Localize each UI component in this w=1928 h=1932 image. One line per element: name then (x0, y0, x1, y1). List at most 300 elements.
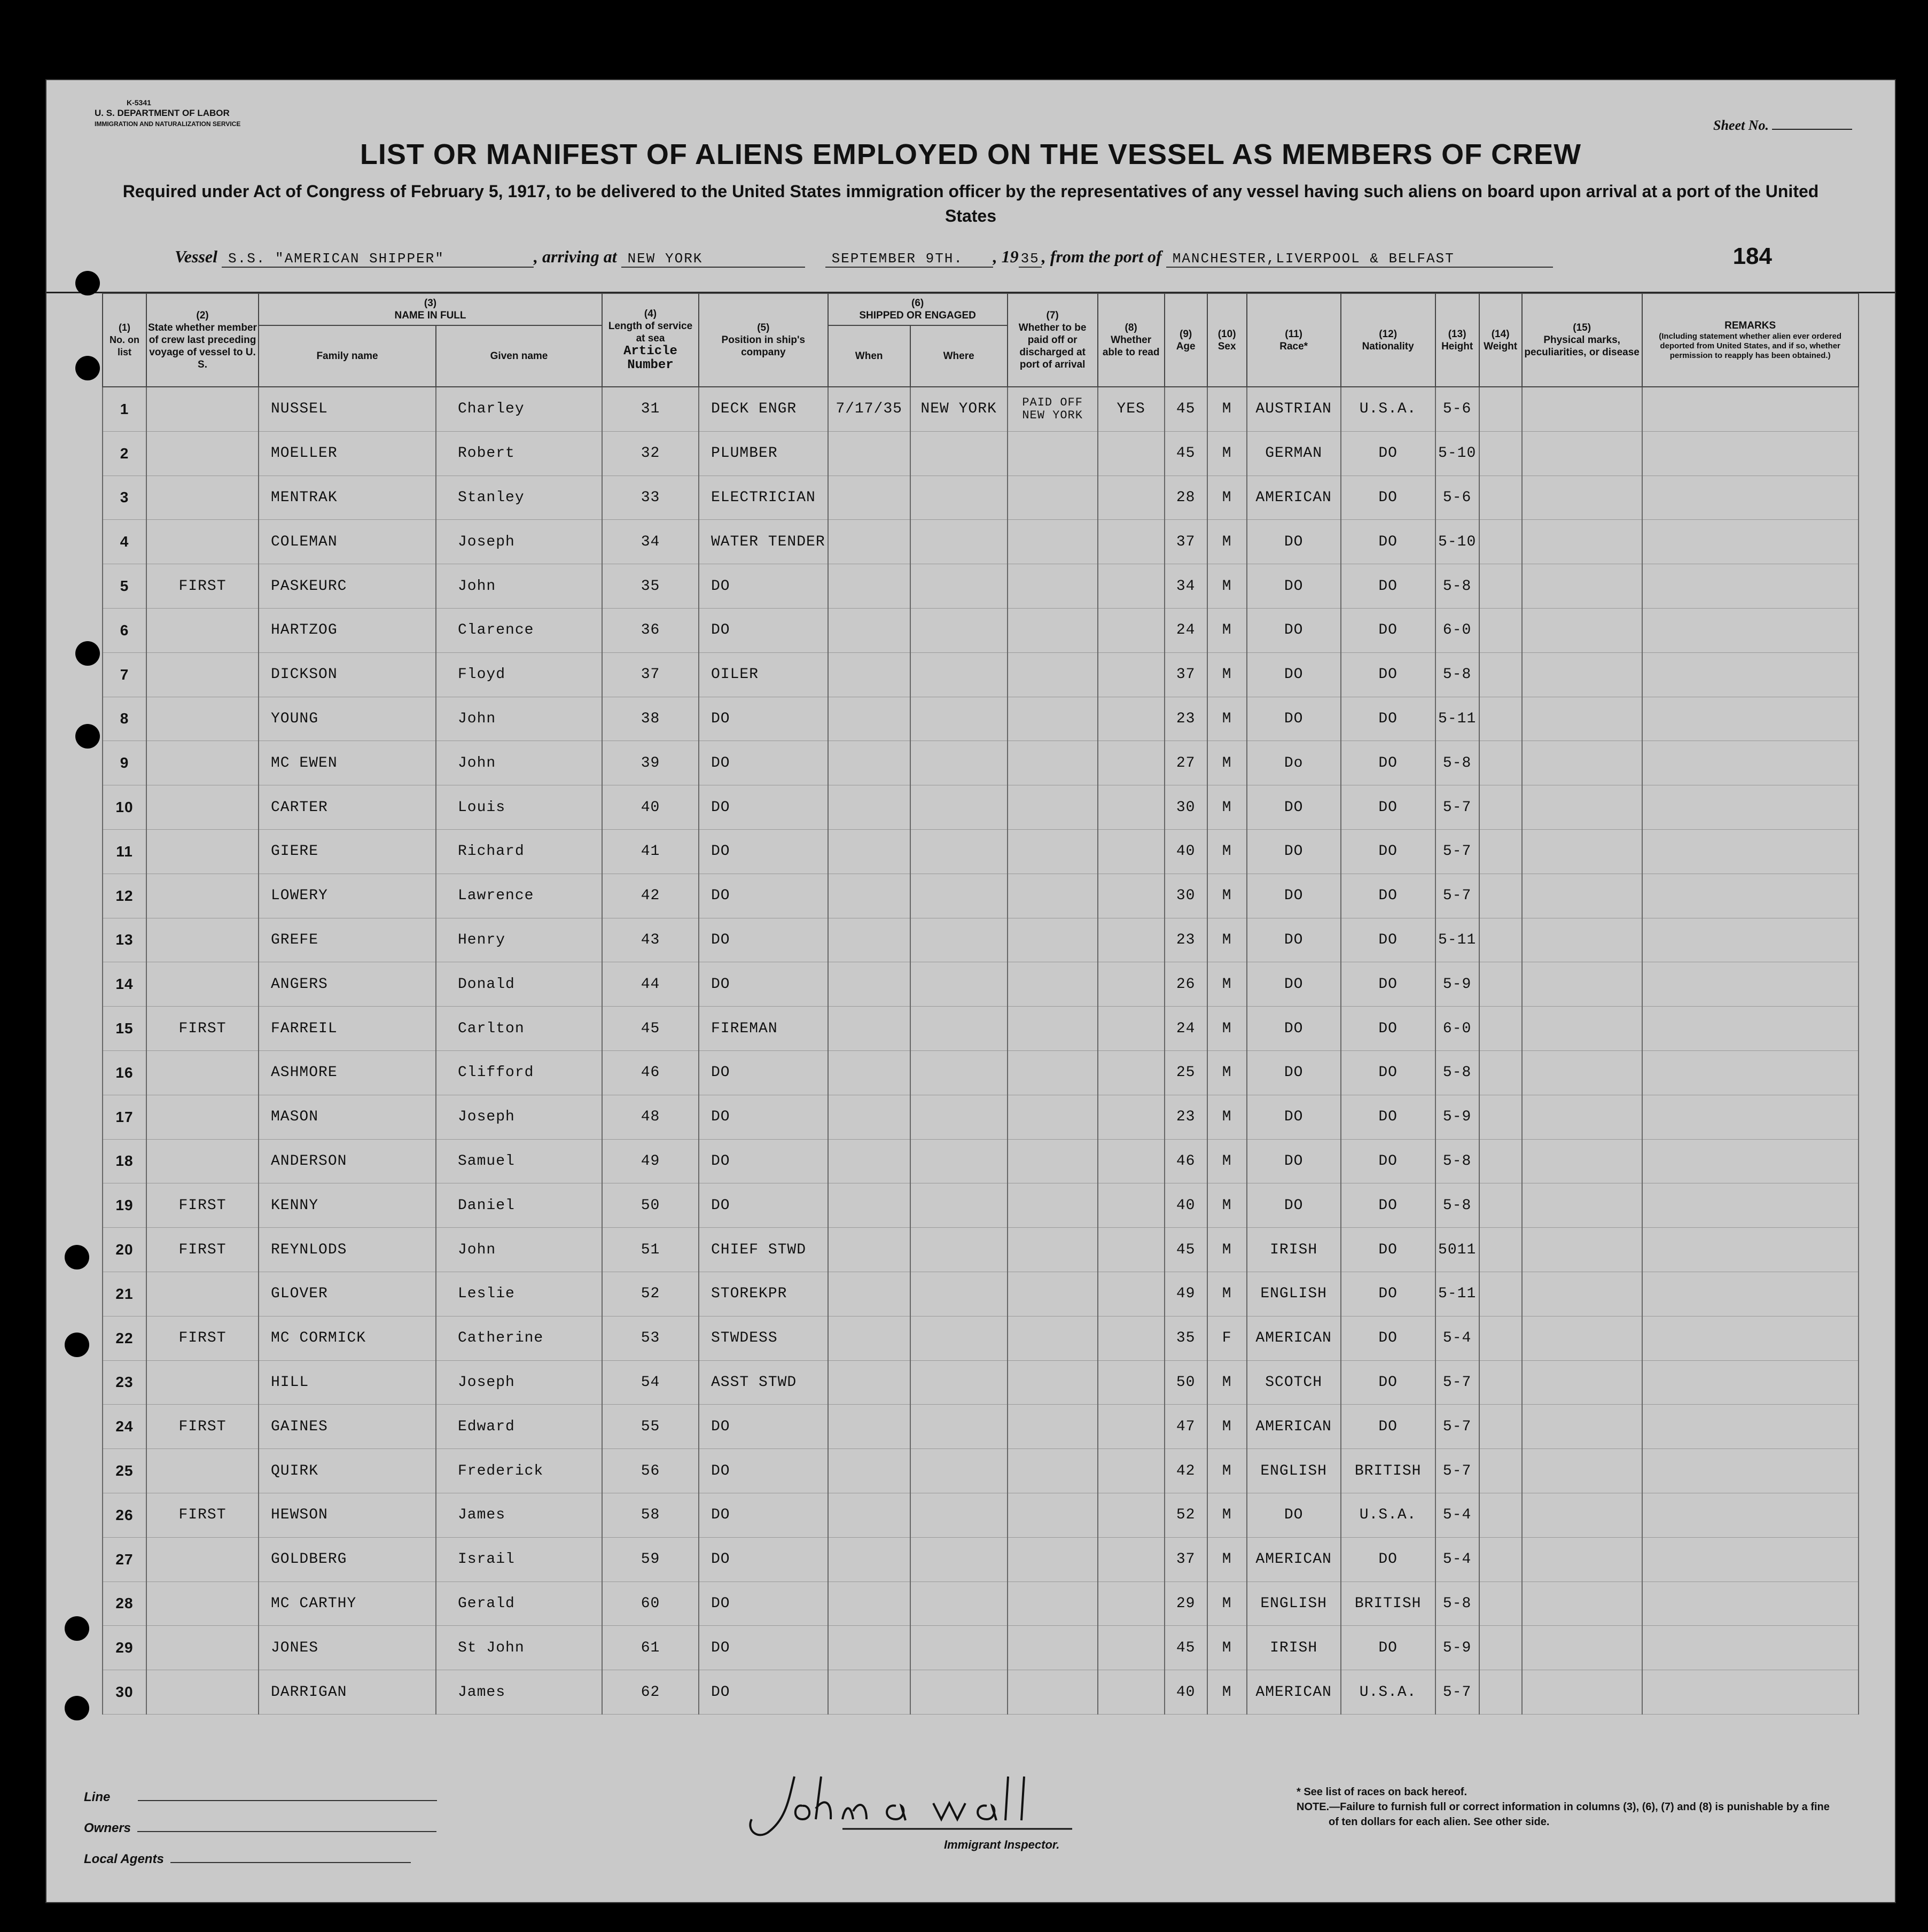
cell-remarks (1642, 829, 1859, 874)
cell-when (828, 1228, 910, 1272)
cell-nationality: DO (1341, 1007, 1435, 1051)
cell-race: AMERICAN (1247, 1405, 1341, 1449)
table-row (103, 652, 1859, 697)
cell-read (1098, 1183, 1165, 1228)
cell-article: 31 (602, 387, 699, 431)
cell-paid (1008, 1360, 1098, 1405)
cell-prev: FIRST (146, 1228, 259, 1272)
table-row (103, 1670, 1859, 1715)
table-row (103, 431, 1859, 476)
cell-physical-marks (1522, 697, 1642, 741)
cell-physical-marks (1522, 564, 1642, 609)
cell-remarks (1642, 1405, 1859, 1449)
col-where-header: Where (910, 325, 1008, 387)
cell-given: Gerald (436, 1582, 602, 1626)
cell-read (1098, 918, 1165, 962)
cell-where (910, 962, 1008, 1007)
cell-paid (1008, 1095, 1098, 1139)
cell-height: 5-6 (1435, 387, 1479, 431)
cell-prev: FIRST (146, 1493, 259, 1537)
cell-position: OILER (699, 652, 828, 697)
line-label: Line (84, 1790, 111, 1804)
cell-paid (1008, 1272, 1098, 1316)
cell-paid (1008, 741, 1098, 785)
arrival-date: SEPTEMBER 9TH. (825, 251, 993, 268)
cell-article: 61 (602, 1626, 699, 1670)
cell-physical-marks (1522, 431, 1642, 476)
cell-race: AMERICAN (1247, 1537, 1341, 1582)
cell-where (910, 1493, 1008, 1537)
cell-family: MC CARTHY (259, 1582, 436, 1626)
col-family-name-header: Family name (259, 325, 436, 387)
cell-physical-marks (1522, 962, 1642, 1007)
cell-when (828, 564, 910, 609)
cell-given: John (436, 1228, 602, 1272)
cell-given: Daniel (436, 1183, 602, 1228)
cell-weight (1479, 829, 1522, 874)
cell-remarks (1642, 1537, 1859, 1582)
table-row (103, 697, 1859, 741)
cell-prev (146, 1449, 259, 1493)
cell-remarks (1642, 1007, 1859, 1051)
cell-when (828, 874, 910, 918)
cell-remarks (1642, 697, 1859, 741)
cell-nationality: DO (1341, 476, 1435, 520)
cell-prev (146, 962, 259, 1007)
cell-family: QUIRK (259, 1449, 436, 1493)
cell-where (910, 1449, 1008, 1493)
cell-remarks (1642, 476, 1859, 520)
race-note: * See list of races on back hereof. (1297, 1786, 1468, 1798)
cell-where (910, 1405, 1008, 1449)
col-sex-header: (10) Sex (1207, 293, 1247, 387)
cell-remarks (1642, 1050, 1859, 1095)
table-row (103, 520, 1859, 564)
cell-remarks (1642, 1582, 1859, 1626)
cell-given: James (436, 1493, 602, 1537)
cell-article: 33 (602, 476, 699, 520)
cell-where (910, 829, 1008, 874)
cell-race: ENGLISH (1247, 1449, 1341, 1493)
cell-given: St John (436, 1626, 602, 1670)
cell-when (828, 520, 910, 564)
table-row (103, 1537, 1859, 1582)
cell-family: CARTER (259, 785, 436, 830)
cell-read (1098, 1670, 1165, 1715)
cell-race: DO (1247, 697, 1341, 741)
cell-read (1098, 1316, 1165, 1360)
cell-height: 5-8 (1435, 1183, 1479, 1228)
cell-race: ENGLISH (1247, 1582, 1341, 1626)
cell-prev: FIRST (146, 1007, 259, 1051)
cell-age: 45 (1165, 431, 1207, 476)
cell-when (828, 1405, 910, 1449)
table-row (103, 1405, 1859, 1449)
cell-family: MASON (259, 1095, 436, 1139)
cell-paid (1008, 608, 1098, 652)
cell-prev (146, 476, 259, 520)
cell-article: 60 (602, 1582, 699, 1626)
cell-given: Catherine (436, 1316, 602, 1360)
cell-when (828, 1582, 910, 1626)
cell-prev (146, 387, 259, 431)
cell-race: AMERICAN (1247, 476, 1341, 520)
cell-when (828, 741, 910, 785)
cell-race: AMERICAN (1247, 1670, 1341, 1715)
cell-weight (1479, 962, 1522, 1007)
cell-physical-marks (1522, 785, 1642, 830)
cell-weight (1479, 1360, 1522, 1405)
cell-sex: M (1207, 1626, 1247, 1670)
cell-prev (146, 1095, 259, 1139)
cell-family: MOELLER (259, 431, 436, 476)
agency-name: U. S. DEPARTMENT OF LABOR (95, 108, 230, 118)
cell-given: Stanley (436, 476, 602, 520)
cell-height: 5-7 (1435, 1405, 1479, 1449)
cell-no: 13 (103, 918, 146, 962)
table-row (103, 874, 1859, 918)
cell-read (1098, 829, 1165, 874)
cell-paid (1008, 1050, 1098, 1095)
cell-height: 5-8 (1435, 564, 1479, 609)
cell-read (1098, 874, 1165, 918)
cell-where (910, 1537, 1008, 1582)
cell-position: DO (699, 1493, 828, 1537)
cell-nationality: DO (1341, 829, 1435, 874)
cell-family: JONES (259, 1626, 436, 1670)
cell-height: 5-11 (1435, 697, 1479, 741)
cell-sex: M (1207, 1228, 1247, 1272)
cell-family: HILL (259, 1360, 436, 1405)
cell-read (1098, 652, 1165, 697)
cell-given: Richard (436, 829, 602, 874)
cell-race: DO (1247, 652, 1341, 697)
sheet-no-label: Sheet No. (1713, 118, 1769, 133)
cell-prev: FIRST (146, 1405, 259, 1449)
cell-height: 5-7 (1435, 874, 1479, 918)
cell-height: 5-11 (1435, 918, 1479, 962)
cell-given: John (436, 741, 602, 785)
cell-nationality: DO (1341, 1360, 1435, 1405)
cell-prev (146, 1272, 259, 1316)
cell-family: NUSSEL (259, 387, 436, 431)
table-row (103, 564, 1859, 609)
cell-read (1098, 1095, 1165, 1139)
cell-physical-marks (1522, 520, 1642, 564)
cell-age: 23 (1165, 918, 1207, 962)
cell-position: DO (699, 1139, 828, 1183)
cell-read (1098, 608, 1165, 652)
cell-position: DO (699, 1183, 828, 1228)
cell-height: 5-11 (1435, 1272, 1479, 1316)
cell-no: 5 (103, 564, 146, 609)
cell-prev (146, 1050, 259, 1095)
cell-remarks (1642, 962, 1859, 1007)
cell-read (1098, 1405, 1165, 1449)
cell-race: AMERICAN (1247, 1316, 1341, 1360)
cell-nationality: BRITISH (1341, 1449, 1435, 1493)
cell-where (910, 1670, 1008, 1715)
cell-physical-marks (1522, 1537, 1642, 1582)
cell-prev: FIRST (146, 1183, 259, 1228)
cell-prev (146, 1360, 259, 1405)
cell-paid (1008, 785, 1098, 830)
cell-when (828, 785, 910, 830)
table-row (103, 1228, 1859, 1272)
cell-sex: M (1207, 1405, 1247, 1449)
cell-race: DO (1247, 829, 1341, 874)
cell-position: FIREMAN (699, 1007, 828, 1051)
cell-paid: PAID OFF NEW YORK (1008, 387, 1098, 431)
cell-paid (1008, 1582, 1098, 1626)
cell-sex: M (1207, 1095, 1247, 1139)
cell-article: 41 (602, 829, 699, 874)
cell-prev (146, 1139, 259, 1183)
cell-read: YES (1098, 387, 1165, 431)
cell-given: Lawrence (436, 874, 602, 918)
punch-hole (75, 356, 100, 380)
cell-family: COLEMAN (259, 520, 436, 564)
cell-no: 23 (103, 1360, 146, 1405)
cell-height: 5-7 (1435, 829, 1479, 874)
cell-sex: M (1207, 476, 1247, 520)
vessel-label: Vessel (175, 247, 217, 266)
cell-age: 40 (1165, 1183, 1207, 1228)
cell-where (910, 1582, 1008, 1626)
cell-read (1098, 564, 1165, 609)
cell-when (828, 476, 910, 520)
punch-hole (65, 1333, 89, 1357)
cell-age: 25 (1165, 1050, 1207, 1095)
cell-age: 52 (1165, 1493, 1207, 1537)
table-row (103, 1139, 1859, 1183)
cell-paid (1008, 829, 1098, 874)
cell-when (828, 962, 910, 1007)
cell-read (1098, 1007, 1165, 1051)
cell-where (910, 1626, 1008, 1670)
cell-age: 29 (1165, 1582, 1207, 1626)
col-age-header: (9) Age (1165, 293, 1207, 387)
cell-sex: M (1207, 1360, 1247, 1405)
cell-nationality: DO (1341, 1405, 1435, 1449)
cell-position: DECK ENGR (699, 387, 828, 431)
cell-where (910, 652, 1008, 697)
cell-nationality: DO (1341, 697, 1435, 741)
cell-family: HARTZOG (259, 608, 436, 652)
cell-age: 42 (1165, 1449, 1207, 1493)
cell-nationality: DO (1341, 1626, 1435, 1670)
cell-physical-marks (1522, 1316, 1642, 1360)
cell-nationality: DO (1341, 520, 1435, 564)
table-row (103, 608, 1859, 652)
cell-no: 10 (103, 785, 146, 830)
cell-age: 45 (1165, 1626, 1207, 1670)
table-row (103, 785, 1859, 830)
cell-given: Joseph (436, 520, 602, 564)
cell-nationality: DO (1341, 564, 1435, 609)
cell-family: LOWERY (259, 874, 436, 918)
table-row (103, 741, 1859, 785)
year-suffix: 35 (1019, 251, 1042, 268)
cell-height: 5-9 (1435, 962, 1479, 1007)
cell-remarks (1642, 564, 1859, 609)
cell-read (1098, 1050, 1165, 1095)
cell-when (828, 918, 910, 962)
cell-when (828, 1050, 910, 1095)
cell-no: 7 (103, 652, 146, 697)
cell-when (828, 1139, 910, 1183)
cell-nationality: DO (1341, 741, 1435, 785)
cell-where (910, 1095, 1008, 1139)
manifest-sheet (45, 79, 1896, 1903)
cell-position: DO (699, 741, 828, 785)
cell-prev (146, 520, 259, 564)
cell-where (910, 431, 1008, 476)
cell-where (910, 476, 1008, 520)
cell-sex: M (1207, 785, 1247, 830)
cell-prev (146, 1582, 259, 1626)
footer-notes (1297, 1785, 1831, 1829)
cell-weight (1479, 1007, 1522, 1051)
cell-height: 5-9 (1435, 1626, 1479, 1670)
cell-age: 26 (1165, 962, 1207, 1007)
cell-sex: M (1207, 608, 1247, 652)
cell-read (1098, 1537, 1165, 1582)
cell-given: John (436, 564, 602, 609)
cell-physical-marks (1522, 1493, 1642, 1537)
cell-no: 1 (103, 387, 146, 431)
cell-race: AUSTRIAN (1247, 387, 1341, 431)
cell-sex: M (1207, 387, 1247, 431)
cell-when (828, 1493, 910, 1537)
cell-height: 5-7 (1435, 1360, 1479, 1405)
cell-race: DO (1247, 785, 1341, 830)
punch-hole (65, 1616, 89, 1641)
cell-weight (1479, 431, 1522, 476)
cell-age: 35 (1165, 1316, 1207, 1360)
cell-height: 5-8 (1435, 741, 1479, 785)
cell-nationality: DO (1341, 431, 1435, 476)
cell-height: 5-8 (1435, 1582, 1479, 1626)
cell-remarks (1642, 652, 1859, 697)
arriving-port: NEW YORK (621, 251, 805, 268)
cell-height: 6-0 (1435, 1007, 1479, 1051)
cell-remarks (1642, 608, 1859, 652)
punch-hole (75, 271, 100, 295)
cell-article: 52 (602, 1272, 699, 1316)
vessel-name: S.S. "AMERICAN SHIPPER" (222, 251, 534, 268)
cell-article: 46 (602, 1050, 699, 1095)
crew-rows (103, 387, 1859, 1714)
cell-physical-marks (1522, 652, 1642, 697)
cell-position: ELECTRICIAN (699, 476, 828, 520)
page-title: LIST OR MANIFEST OF ALIENS EMPLOYED ON THE VESSEL AS MEMBERS OF CREW (360, 138, 1582, 170)
cell-remarks (1642, 1670, 1859, 1715)
arriving-label: , arriving at (534, 247, 617, 266)
cell-no: 14 (103, 962, 146, 1007)
cell-race: DO (1247, 1007, 1341, 1051)
cell-article: 50 (602, 1183, 699, 1228)
col-remarks-header: REMARKS (Including statement whether alien ever ordered deported from United States, and if so, whether permission to reapply has been obtained.) (1642, 293, 1859, 387)
cell-given: Henry (436, 918, 602, 962)
cell-given: John (436, 697, 602, 741)
cell-given: Clifford (436, 1050, 602, 1095)
cell-physical-marks (1522, 1183, 1642, 1228)
cell-family: ANDERSON (259, 1139, 436, 1183)
cell-read (1098, 431, 1165, 476)
cell-prev (146, 1670, 259, 1715)
cell-race: DO (1247, 520, 1341, 564)
cell-paid (1008, 874, 1098, 918)
cell-sex: M (1207, 1272, 1247, 1316)
cell-given: Floyd (436, 652, 602, 697)
vessel-line (175, 247, 1553, 268)
cell-position: DO (699, 1582, 828, 1626)
cell-position: CHIEF STWD (699, 1228, 828, 1272)
cell-nationality: DO (1341, 918, 1435, 962)
cell-age: 49 (1165, 1272, 1207, 1316)
cell-height: 5-8 (1435, 1050, 1479, 1095)
cell-where (910, 918, 1008, 962)
cell-family: GOLDBERG (259, 1537, 436, 1582)
cell-age: 40 (1165, 829, 1207, 874)
cell-remarks (1642, 918, 1859, 962)
cell-position: DO (699, 1095, 828, 1139)
cell-family: DARRIGAN (259, 1670, 436, 1715)
cell-given: Donald (436, 962, 602, 1007)
cell-weight (1479, 1537, 1522, 1582)
table-row (103, 1449, 1859, 1493)
cell-no: 26 (103, 1493, 146, 1537)
cell-sex: M (1207, 1670, 1247, 1715)
cell-nationality: BRITISH (1341, 1582, 1435, 1626)
cell-no: 20 (103, 1228, 146, 1272)
cell-physical-marks (1522, 1095, 1642, 1139)
cell-family: PASKEURC (259, 564, 436, 609)
cell-sex: M (1207, 697, 1247, 741)
cell-remarks (1642, 387, 1859, 431)
cell-sex: M (1207, 1139, 1247, 1183)
cell-paid (1008, 520, 1098, 564)
cell-race: SCOTCH (1247, 1360, 1341, 1405)
col-weight-header: (14) Weight (1479, 293, 1522, 387)
cell-remarks (1642, 1360, 1859, 1405)
cell-weight (1479, 1405, 1522, 1449)
cell-no: 12 (103, 874, 146, 918)
cell-no: 6 (103, 608, 146, 652)
cell-article: 37 (602, 652, 699, 697)
cell-read (1098, 1139, 1165, 1183)
cell-race: IRISH (1247, 1228, 1341, 1272)
table-row (103, 1007, 1859, 1051)
cell-sex: M (1207, 1183, 1247, 1228)
table-row (103, 1272, 1859, 1316)
cell-age: 37 (1165, 1537, 1207, 1582)
cell-no: 9 (103, 741, 146, 785)
cell-when (828, 1670, 910, 1715)
cell-nationality: U.S.A. (1341, 1493, 1435, 1537)
cell-given: Joseph (436, 1095, 602, 1139)
cell-race: DO (1247, 1139, 1341, 1183)
cell-article: 43 (602, 918, 699, 962)
cell-where (910, 564, 1008, 609)
cell-given: Clarence (436, 608, 602, 652)
cell-weight (1479, 1095, 1522, 1139)
cell-paid (1008, 1316, 1098, 1360)
cell-paid (1008, 918, 1098, 962)
cell-physical-marks (1522, 1228, 1642, 1272)
cell-age: 37 (1165, 520, 1207, 564)
